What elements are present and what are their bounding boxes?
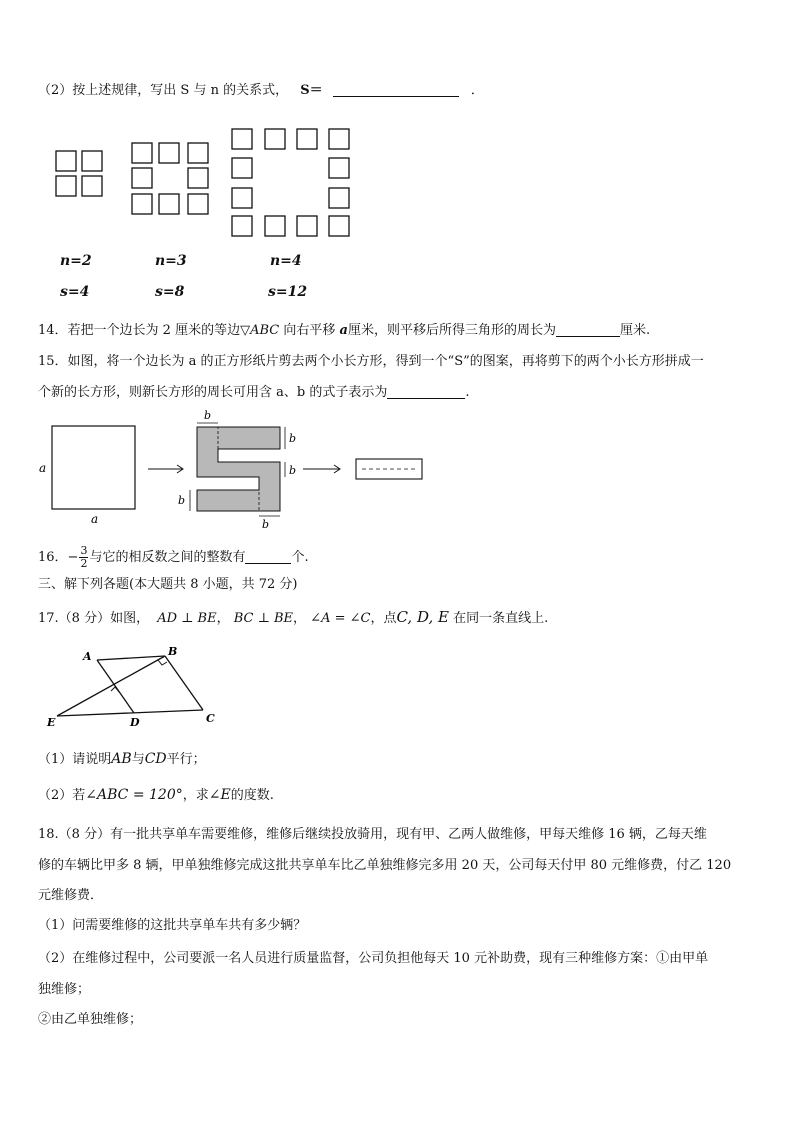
q14-abc: ABC (250, 323, 280, 338)
q17-sub2-b: ，求 (182, 788, 209, 803)
question-18-sub2-line2: 独维修； (38, 982, 91, 997)
pattern-n4-square (232, 188, 252, 208)
pattern-n4-square (329, 129, 349, 149)
q14-text-c: 厘米，则平移后所得三角形的周长为 (347, 323, 556, 338)
part2-question (38, 82, 484, 100)
pattern-n4-square (329, 216, 349, 236)
q15-big-square (52, 426, 135, 509)
q16-den: 2 (80, 557, 88, 570)
q15-answer-blank[interactable] (387, 384, 465, 399)
q17-sep3: ，点 (370, 611, 397, 626)
pattern-n3-square (132, 168, 152, 188)
q14-text-b: 向右平移 (283, 323, 336, 338)
label-s4: s=12 (268, 284, 308, 300)
q15-s-shape (197, 427, 280, 511)
label-n2: n=2 (60, 253, 92, 269)
q17-tail: 在同一条直线上. (453, 611, 549, 626)
q17-sub1-b: 与 (131, 752, 145, 767)
q15-line2-end: . (465, 385, 470, 400)
q15-label-b-top: b (204, 409, 212, 422)
q15-label-b-left: b (178, 494, 186, 507)
pattern-n4-square (329, 158, 349, 178)
pattern-n4-square (232, 216, 252, 236)
pattern-n2-square (56, 176, 76, 196)
q15-label-a-bottom: a (91, 512, 99, 526)
q17-label-d: D (130, 716, 140, 729)
q16-fraction (79, 545, 88, 570)
pattern-n4-square (265, 129, 285, 149)
pattern-n4-square (232, 158, 252, 178)
question-16 (38, 545, 309, 570)
pattern-n3-square (188, 143, 208, 163)
question-18-line1: 18.（8 分）有一批共享单车需要维修，维修后继续投放骑用，现有甲、乙两人做维修，甲每天维修 16 辆，乙每天维 (38, 827, 707, 842)
q17-head: 17.（8 分）如图， (38, 611, 150, 626)
question-17-sub2 (38, 786, 274, 805)
q16-prefix: 16．− (38, 550, 79, 565)
pattern-n3-square (159, 143, 179, 163)
q17-segment-bc (165, 656, 203, 710)
q16-answer-blank[interactable] (245, 549, 291, 564)
q17-right-angle-d (111, 687, 119, 692)
q16-num: 3 (80, 544, 88, 557)
q17-cond3: ∠A = ∠C (310, 611, 371, 626)
q17-sub1-cd: CD (144, 751, 167, 767)
question-15-line2 (38, 384, 469, 402)
pattern-n3-square (132, 143, 152, 163)
question-18-line3: 元维修费． (38, 888, 104, 903)
q17-points: C, D, E (396, 608, 449, 626)
pattern-n3-square (132, 194, 152, 214)
q17-label-b: B (168, 645, 178, 658)
q15-line2-text: 个新的长方形，则新长方形的周长可用含 a、b 的式子表示为 (38, 385, 388, 400)
q17-label-a: A (83, 650, 92, 663)
q17-sub1-c: 平行； (166, 752, 206, 767)
q14-text-d: 厘米. (619, 323, 651, 338)
pattern-n2-square (82, 176, 102, 196)
q17-sub1-ab: AB (111, 751, 132, 767)
q17-sub2-expr: ∠ABC = 120° (85, 787, 183, 803)
question-18-line2: 修的车辆比甲多 8 辆，甲单独维修完成这批共享单车比乙单独维修完多用 20 天，公司每天付甲 80 元维修费，付乙 120 (38, 858, 732, 873)
q17-sub1-a: （1）请说明 (38, 752, 112, 767)
q17-sub2-c: 的度数. (230, 788, 274, 803)
q17-segment-ad (97, 660, 134, 713)
q17-cond1: AD ⊥ BE (157, 611, 217, 626)
q17-segment-ec (57, 710, 203, 716)
part2-prefix: （2）按上述规律，写出 S 与 n 的关系式， (38, 83, 289, 98)
label-n4: n=4 (270, 253, 302, 269)
q15-label-b-bottom: b (262, 518, 270, 531)
pattern-n4-square (329, 188, 349, 208)
label-s3: s=8 (155, 284, 185, 300)
question-15-line1: 15．如图，将一个边长为 a 的正方形纸片剪去两个小长方形，得到一个“S”的图案，再将剪下的两个小长方形拼成一 (38, 354, 704, 369)
q17-segment-ab (97, 656, 165, 660)
pattern-n2-square (56, 151, 76, 171)
q15-label-b-right1: b (289, 432, 297, 445)
q16-text: 与它的相反数之间的整数有 (89, 550, 246, 565)
label-s2: s=4 (60, 284, 90, 300)
question-17 (38, 608, 548, 628)
question-18-sub2-line1: （2）在维修过程中，公司要派一名人员进行质量监督，公司负担他每天 10 元补助费，现有三种维修方案：①由甲单 (38, 951, 709, 966)
q17-right-angle-b (158, 660, 167, 665)
question-17-sub1 (38, 750, 206, 769)
part2-answer-blank[interactable] (333, 82, 459, 97)
q17-cond2: BC ⊥ BE (233, 611, 294, 626)
pattern-n3-square (188, 194, 208, 214)
pattern-n2-square (82, 151, 102, 171)
q14-triangle: ▽ (240, 323, 251, 338)
pattern-n3-square (159, 194, 179, 214)
part2-s-eq: S＝ (300, 83, 323, 98)
q15-label-a-side: a (39, 461, 47, 475)
q17-sep1: ， (216, 611, 230, 626)
question-18-sub3: ②由乙单独维修； (38, 1012, 143, 1027)
pattern-n4-square (297, 129, 317, 149)
label-n3: n=3 (155, 253, 187, 269)
q17-label-c: C (206, 712, 215, 725)
q17-sub2-a: （2）若 (38, 788, 86, 803)
question-14 (38, 322, 650, 340)
pattern-n4-square (297, 216, 317, 236)
q15-new-rectangle (356, 459, 422, 479)
q17-label-e: E (47, 716, 56, 729)
pattern-n3-square (188, 168, 208, 188)
q17-segment-eb (57, 656, 165, 716)
q14-a: a (339, 323, 348, 338)
q14-text-a: 14．若把一个边长为 2 厘米的等边 (38, 323, 241, 338)
q14-answer-blank[interactable] (556, 322, 620, 337)
section-3-title: 三、解下列各题(本大题共 8 小题，共 72 分) (38, 577, 298, 592)
q17-sep2: ， (293, 611, 307, 626)
q17-sub2-e: ∠E (208, 787, 231, 803)
pattern-n4-square (232, 129, 252, 149)
q16-suffix: 个. (291, 550, 309, 565)
part2-suffix: ． (470, 83, 484, 98)
question-18-sub1: （1）问需要维修的这批共享单车共有多少辆？ (38, 918, 307, 933)
q15-label-b-right2: b (289, 464, 297, 477)
pattern-n4-square (265, 216, 285, 236)
